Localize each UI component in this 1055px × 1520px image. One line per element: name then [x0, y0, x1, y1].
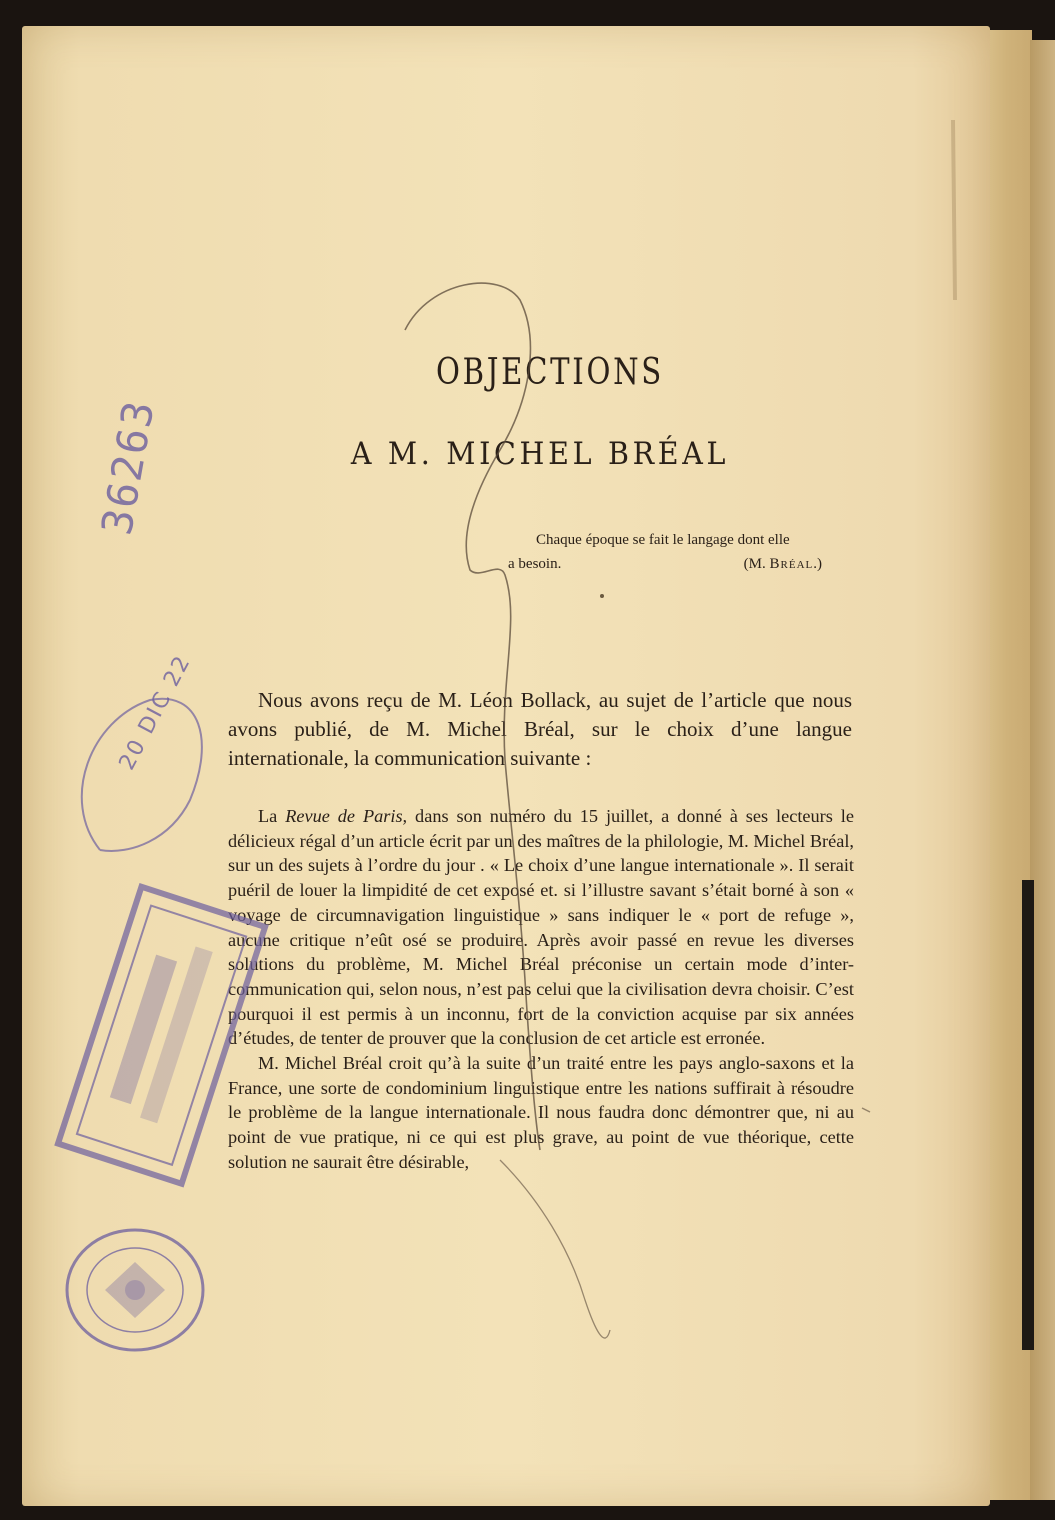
document-title: OBJECTIONS [436, 352, 664, 393]
journal-title: Revue de Paris, [285, 806, 408, 826]
paragraph-1-start: La [258, 806, 286, 826]
intro-paragraph: Nous avons reçu de M. Léon Bollack, au sujet de l’article que nous avons publié, de M. Michel Bréal, sur le choix d’une langue internationale, la communication suivante : [228, 688, 852, 770]
paragraph-2: M. Michel Bréal croit qu’à la suite d’un traité entre les pays anglo-saxons et la France, une sorte de condominium linguistique entre les nations suffirait à résoudre le problème de la langue internationale. Il nous faudra donc démontrer que, ni au point de vue pratique, ni ce qui est plus grave, au point de vue théorique, cette solution ne saurait être désirable, [228, 1053, 854, 1172]
library-rectangle-stamp [58, 887, 265, 1184]
attribution-suffix: .) [813, 556, 822, 572]
paper-spot [600, 594, 604, 598]
date-stamp: 20 DIC 22 [114, 650, 197, 775]
epigraph-line-2-text: a besoin. [508, 556, 562, 572]
attribution-prefix: (M. [743, 556, 770, 572]
attribution-name: Bréal [769, 556, 814, 572]
date-stamp-arc [82, 699, 202, 851]
epigraph-line-1: Chaque époque se fait le langage dont elle [536, 532, 790, 548]
pencil-question-mark [405, 283, 540, 1150]
paragraph-1-rest: dans son numéro du 15 juillet, a donné à ses lecteurs le délicieux régal d’un article écrit par un des maîtres de la philologie, M. Michel Bréal, sur un des sujets à l’ordre du jour . « Le choix d’une langue internationale ». Il serait puéril de louer la limpidité de cet exposé et. si l’illustre savant s’était borné à son « voyage de circumnavigation linguistique » sans indiquer le « port de refuge », aucune critique n’eût osé se produire. Après avoir passé en revue les diverses solutions du problème, M. Michel Bréal préconise un certain mode d’inter-communication qui, selon nous, n’est pas celui que la civilisation devra choisir. C’est pourquoi il est permis à un inconnu, fort de la conviction acquise par six années d’études, de tenter de prouver que la conclusion de cet article est erronée. [228, 806, 854, 1049]
inventory-number-stamp: 36263 [92, 395, 164, 539]
library-seal [67, 1230, 203, 1350]
document-subtitle: A M. MICHEL BRÉAL [350, 436, 730, 472]
